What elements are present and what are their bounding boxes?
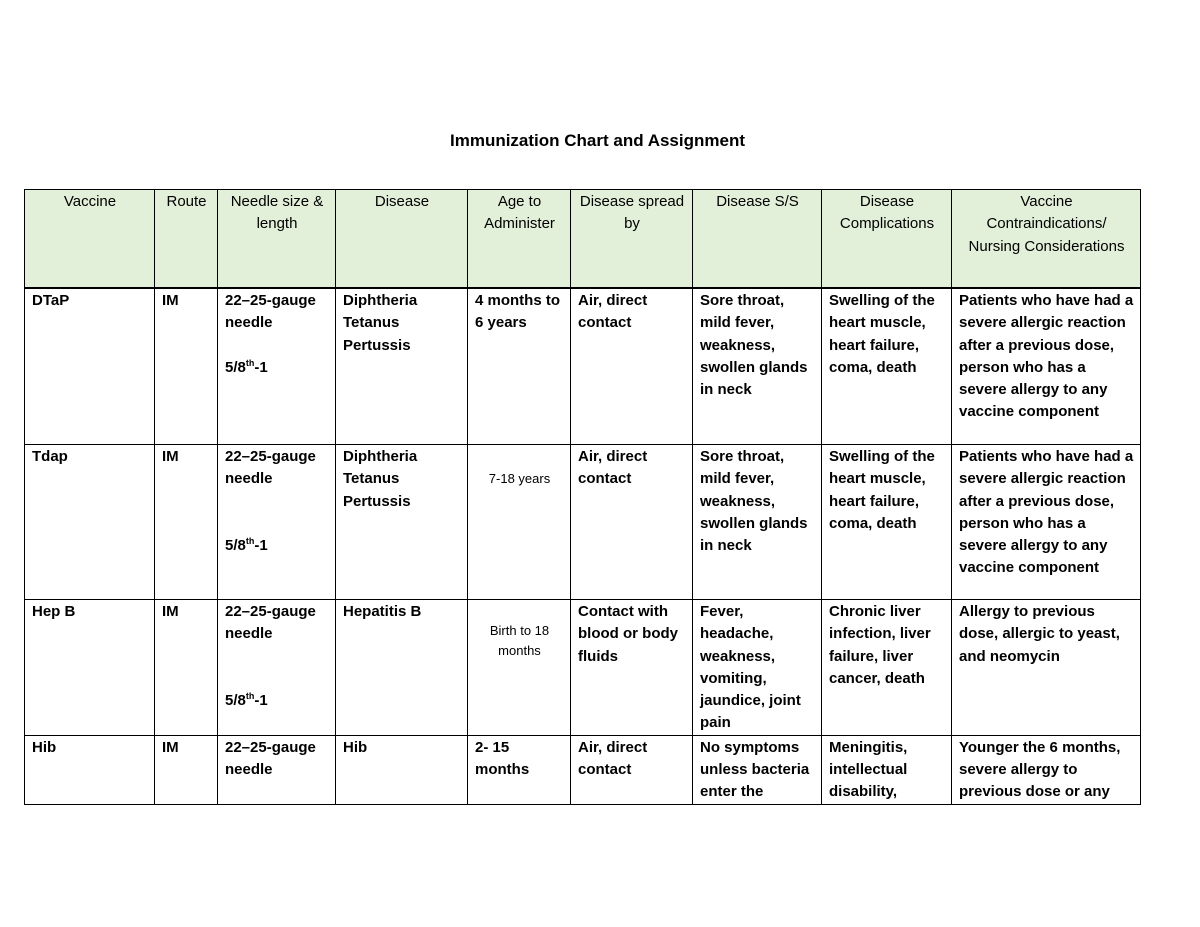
route-cell: IM bbox=[155, 735, 218, 804]
symptoms-cell: Fever, headache, weakness, vomiting, jaundice, joint pain bbox=[693, 600, 822, 736]
needle-length-tail: -1 bbox=[254, 358, 268, 376]
needle-length-base: 5/8 bbox=[225, 536, 246, 554]
needle-length bbox=[225, 690, 329, 712]
header-cell-route: Route bbox=[155, 190, 218, 289]
needle-cell bbox=[218, 288, 336, 445]
table-row bbox=[25, 288, 1141, 445]
needle-length-base: 5/8 bbox=[225, 691, 246, 709]
vaccine-cell: Hib bbox=[25, 735, 155, 804]
age-cell: 2- 15 months bbox=[468, 735, 571, 804]
needle-length-sup: th bbox=[245, 690, 255, 701]
complications-cell: Swelling of the heart muscle, heart failure, coma, death bbox=[822, 445, 952, 600]
needle-cell bbox=[218, 600, 336, 736]
spread-cell: Air, direct contact bbox=[571, 288, 693, 445]
vaccine-cell: Hep B bbox=[25, 600, 155, 736]
contraindications-cell: Younger the 6 months, severe allergy to previous dose or any bbox=[952, 735, 1141, 804]
spread-cell: Air, direct contact bbox=[571, 735, 693, 804]
disease-name: Hepatitis B bbox=[343, 603, 422, 620]
header-cell-disease: Disease bbox=[336, 190, 468, 289]
needle-length-tail: -1 bbox=[254, 536, 268, 554]
disease-cell bbox=[336, 735, 468, 804]
disease-name: Diphtheria bbox=[343, 448, 418, 465]
needle-cell bbox=[218, 445, 336, 600]
needle-length-tail: -1 bbox=[254, 691, 268, 709]
header-cell-needle: Needle size & length bbox=[218, 190, 336, 289]
symptoms-cell: No symptoms unless bacteria enter the bbox=[693, 735, 822, 804]
table-row bbox=[25, 445, 1141, 600]
age-value: 7-18 years bbox=[488, 471, 551, 486]
age-cell: 4 months to 6 years bbox=[468, 288, 571, 445]
symptoms-cell: Sore throat, mild fever, weakness, swollen glands in neck bbox=[693, 445, 822, 600]
needle-size: 22–25-gauge needle bbox=[225, 603, 316, 643]
header-cell-complications: Disease Complications bbox=[822, 190, 952, 289]
needle-cell bbox=[218, 735, 336, 804]
needle-size: 22–25-gauge needle bbox=[225, 292, 316, 332]
table-header-row bbox=[25, 190, 1141, 289]
disease-cell bbox=[336, 600, 468, 736]
age-cell bbox=[468, 600, 571, 736]
complications-cell: Swelling of the heart muscle, heart failure, coma, death bbox=[822, 288, 952, 445]
needle-size: 22–25-gauge needle bbox=[225, 448, 316, 488]
contraindications-cell: Allergy to previous dose, allergic to yeast, and neomycin bbox=[952, 600, 1141, 736]
table-row bbox=[25, 735, 1141, 804]
header-cell-spread: Disease spread by bbox=[571, 190, 693, 289]
disease-cell bbox=[336, 445, 468, 600]
route-cell: IM bbox=[155, 288, 218, 445]
route-cell: IM bbox=[155, 445, 218, 600]
needle-size: 22–25-gauge needle bbox=[225, 738, 316, 779]
needle-length bbox=[225, 357, 329, 379]
age-cell bbox=[468, 445, 571, 600]
vaccine-cell: DTaP bbox=[25, 288, 155, 445]
disease-name: Pertussis bbox=[343, 336, 411, 354]
disease-name: Pertussis bbox=[343, 492, 411, 510]
page-title: Immunization Chart and Assignment bbox=[449, 131, 745, 150]
symptoms-cell: Sore throat, mild fever, weakness, swollen glands in neck bbox=[693, 288, 822, 445]
age-value: Birth to 18 months bbox=[489, 623, 550, 658]
disease-name: Hib bbox=[343, 738, 368, 756]
immunization-table bbox=[24, 189, 1141, 805]
header-cell-contraindications: Vaccine Contraindications/ Nursing Considerations bbox=[952, 190, 1141, 289]
needle-length-sup: th bbox=[245, 357, 255, 368]
complications-cell: Chronic liver infection, liver failure, liver cancer, death bbox=[822, 600, 952, 736]
spread-cell: Air, direct contact bbox=[571, 445, 693, 600]
disease-cell bbox=[336, 288, 468, 445]
disease-name: Diphtheria bbox=[343, 292, 418, 309]
table-row bbox=[25, 600, 1141, 736]
spread-cell: Contact with blood or body fluids bbox=[571, 600, 693, 736]
complications-cell: Meningitis, intellectual disability, bbox=[822, 735, 952, 804]
header-cell-symptoms: Disease S/S bbox=[693, 190, 822, 289]
disease-name: Tetanus bbox=[343, 470, 400, 488]
contraindications-cell: Patients who have had a severe allergic reaction after a previous dose, person who has a severe allergy to any vaccine component bbox=[952, 288, 1141, 445]
header-cell-age: Age to Administer bbox=[468, 190, 571, 289]
needle-length bbox=[225, 535, 329, 557]
route-cell: IM bbox=[155, 600, 218, 736]
vaccine-cell: Tdap bbox=[25, 445, 155, 600]
disease-name: Tetanus bbox=[343, 314, 400, 332]
needle-length-sup: th bbox=[245, 535, 255, 546]
header-cell-vaccine: Vaccine bbox=[25, 190, 155, 289]
contraindications-cell: Patients who have had a severe allergic reaction after a previous dose, person who has a severe allergy to any vaccine component bbox=[952, 445, 1141, 600]
needle-length-base: 5/8 bbox=[225, 358, 246, 376]
